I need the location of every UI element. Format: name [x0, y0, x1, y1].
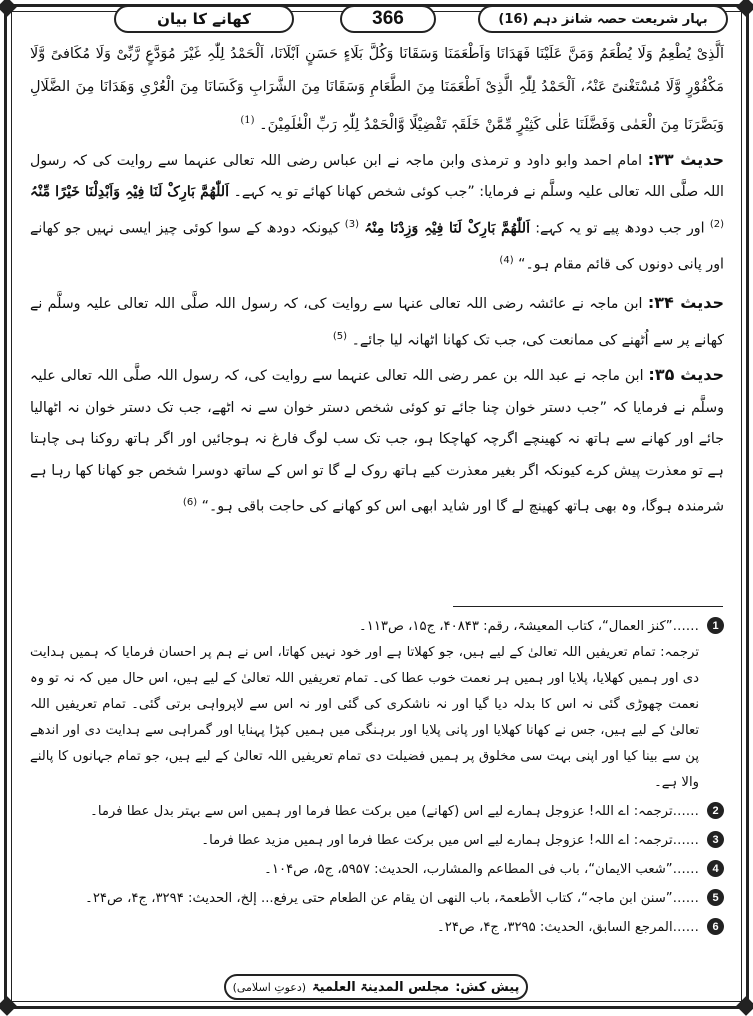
- publisher-label: پیش کش:: [455, 979, 520, 995]
- footnote-item: [30, 886, 724, 912]
- footnote-number: 5: [707, 889, 724, 906]
- hadith-33-dua-1: اَللّٰھُمَّ بَارِکْ لَنَا فِیْہِ وَاَبْدِلْنَا خَیْرًا مِّنْہُ: [30, 184, 230, 201]
- footnote-item: [30, 828, 724, 854]
- hadith-34: [30, 287, 724, 357]
- footnote-item: [30, 614, 724, 640]
- hadith-33-text: کیونکہ دودھ کے سوا کوئی چیز ایسی نہیں جو کھانے اور پانی دونوں کی قائم مقام ہو۔“: [30, 220, 724, 273]
- hadith-35-text: ابن ماجہ نے عبد اللہ بن عمر رضی اللہ تعالی عنہما سے روایت کی، کہ رسول اللہ صلَّی اللہ تعالی علیہ وسلَّم نے فرمایا کہ ”جب دستر خوان چنا جائے تو کوئی شخص دستر خوان سے نہ اٹھے، جب تک دستر خوان نہ اٹھالیا جائے اور کھانے سے ہاتھ نہ کھینچے اگرچہ کھاچکا ہو، جب تک سب لوگ فارغ نہ ہوجائیں اور اگر ہاتھ روکنا ہی چاہتا ہے تو معذرت پیش کرے کیونکہ اگر بغیر معذرت کیے ہاتھ روک لے گا تو اس کے ساتھ دوسرا شخص جو کھانا کھا رہا ہے شرمندہ ہوگا، وہ بھی ہاتھ کھینچ لے گا اور شاید ابھی اس کو کھانے کی حاجت باقی ہو۔“: [30, 368, 724, 515]
- footnote-text: ……”کنز العمال“، کتاب المعیشۃ، رقم: ۴۰۸۴۳، ج۱۵، ص۱۱۳۔: [359, 619, 699, 634]
- footnote-number: 4: [707, 860, 724, 877]
- footnote-item: [30, 915, 724, 941]
- footnote-text: ……”شعب الایمان“، باب فی المطاعم والمشارب، الحدیث: ۵۹۵۷، ج۵، ص۱۰۴۔: [264, 862, 699, 877]
- hadith-35: [30, 359, 724, 523]
- footnote-number: 3: [707, 831, 724, 848]
- publisher-sub: (دعوتِ اسلامی): [232, 980, 307, 994]
- book-title: بہار شریعت حصہ شانز دہم (16): [478, 5, 728, 33]
- hadith-33: [30, 144, 724, 281]
- footnote-ref: (2): [709, 218, 725, 230]
- hadith-34-heading: حدیث ۳۴:: [647, 293, 724, 313]
- footnote-item: [30, 857, 724, 883]
- hadith-33-heading: حدیث ۳۳:: [647, 149, 724, 169]
- hadith-35-heading: حدیث ۳۵:: [648, 365, 724, 385]
- footnote-item: [30, 799, 724, 825]
- publisher-name: مجلس المدینۃ العلمیۃ: [312, 979, 450, 995]
- footnote-text: ……المرجع السابق، الحدیث: ۳۲۹۵، ج۴، ص۲۴۔: [437, 920, 699, 935]
- footnote-ref: (5): [332, 330, 348, 342]
- publisher-box: [224, 974, 528, 1000]
- footnotes: [30, 614, 724, 941]
- footnote-ref: (3): [344, 218, 359, 230]
- footnote-number: 1: [707, 617, 724, 634]
- chapter-title: کھانے کا بیان: [114, 5, 294, 33]
- hadith-33-text: امام احمد وابو داود و ترمذی وابن ماجہ نے ابن عباس رضی اللہ تعالی عنہما سے روایت کی کہ رسول اللہ صلَّی اللہ تعالی علیہ وسلَّم نے فرمایا: ”جب کوئی شخص کھانا کھائے تو یہ کہے۔: [30, 152, 724, 201]
- hadith-33-text: اور جب دودھ پیے تو یہ کہے:: [535, 220, 705, 237]
- arabic-dua: اَلَّذِیْ یُطْعِمُ وَلَا یُطْعَمُ وَمَنَّ عَلَیْنَا فَھَدَانَا وَاَطْعَمَنَا وَسَقَانَا وَکُلَّ بَلَاءٍ حَسَنٍ اَبْلَانَا، اَلْحَمْدُ لِلّٰہِ غَیْرَ مُوَدَّعٍ رَّبِّیْ وَلَا مُکَافیً وَّلَا مَکْفُوْرٍ وَّلَا مُسْتَغْنیً عَنْہُ، اَلْحَمْدُ لِلّٰہِ الَّذِیْ اَطْعَمَنَا مِنَ الطَّعَامِ وَسَقَانَا مِنَ الشَّرَابِ وَکَسَانَا مِنَ الْعُرْیِ وَھَدَانَا مِنَ الضَّلَالِ وَبَصَّرَنَا مِنَ الْعَمٰی وَفَضَّلَنَا عَلٰی کَثِیْرٍ مِّمَّنْ خَلَقَہٖ تَفْضِیْلًا وَّالْحَمْدُ لِلّٰہِ رَبِّ الْعٰلَمِیْنَ۔: [30, 46, 724, 133]
- arabic-dua-paragraph: [30, 38, 724, 142]
- footnote-text: ……ترجمہ: اے اللہ! عزوجل ہمارے لیے اس میں برکت عطا فرما اور ہمیں مزید عطا فرما۔: [201, 833, 699, 848]
- footnote-divider: [453, 606, 723, 607]
- footnote-text: ……ترجمہ: اے اللہ! عزوجل ہمارے لیے اس (کھانے) میں برکت عطا فرما اور ہمیں اس سے بہتر بدل عطا فرما۔: [90, 804, 699, 819]
- page-number: 366: [340, 5, 436, 33]
- footnote-ref: (1): [240, 115, 255, 126]
- hadith-34-text: ابن ماجہ نے عائشہ رضی اللہ تعالی عنہا سے روایت کی، کہ رسول اللہ صلَّی اللہ تعالی علیہ وسلَّم نے کھانے پر سے اُٹھنے کی ممانعت کی، جب تک کھانا اٹھانہ لیا جائے۔: [30, 296, 724, 349]
- footnote-ref: (4): [499, 255, 514, 267]
- footnote-item: [30, 640, 724, 796]
- footnote-number: 6: [707, 918, 724, 935]
- page-header: [14, 5, 739, 35]
- main-content: [30, 38, 724, 523]
- footnote-text: ……”سنن ابن ماجہ“، کتاب الأطعمۃ، باب النھی ان یقام عن الطعام حتی یرفع... إلخ، الحدیث: ۳۲۹۴، ج۴، ص۲۴۔: [85, 891, 699, 906]
- hadith-33-dua-2: اَللّٰھُمَّ بَارِکْ لَنَا فِیْہِ وَزِدْنَا مِنْہُ: [364, 220, 531, 237]
- page-footer: [0, 974, 753, 1004]
- footnote-translation: ترجمہ: تمام تعریفیں اللہ تعالیٰ کے لیے ہیں، جو کھلاتا ہے اور خود نہیں کھاتا، اس نے ہم پر احسان فرمایا کہ ہمیں ہدایت دی اور ہمیں کھلایا، پلایا اور ہمیں ہر نعمت خوب عطا کی۔ تمام تعریفیں اللہ تعالیٰ کے لیے ہیں، اس حال میں کہ نہ تو وہ نعمت چھوڑی گئی نہ اس کا بدلہ دیا گیا اور نہ ناشکری کی گئی اور نہ اس سے لاپرواہی برتی گئی۔ تمام تعریفیں اللہ تعالیٰ کے لیے ہیں، جس نے کھانا کھلایا اور پانی پلایا اور برہنگی میں ہمیں کپڑا پہنایا اور گمراہی سے ہدایت دی اور اندھے پن سے بینا کیا اور اپنی بہت سی مخلوق پر ہمیں فضیلت دی تمام تعریفیں اللہ تعالیٰ کے لیے ہیں، جو تمام جہانوں کا پالنے والا ہے۔: [30, 645, 699, 790]
- footnote-ref: (6): [182, 497, 198, 509]
- footnote-number: 2: [707, 802, 724, 819]
